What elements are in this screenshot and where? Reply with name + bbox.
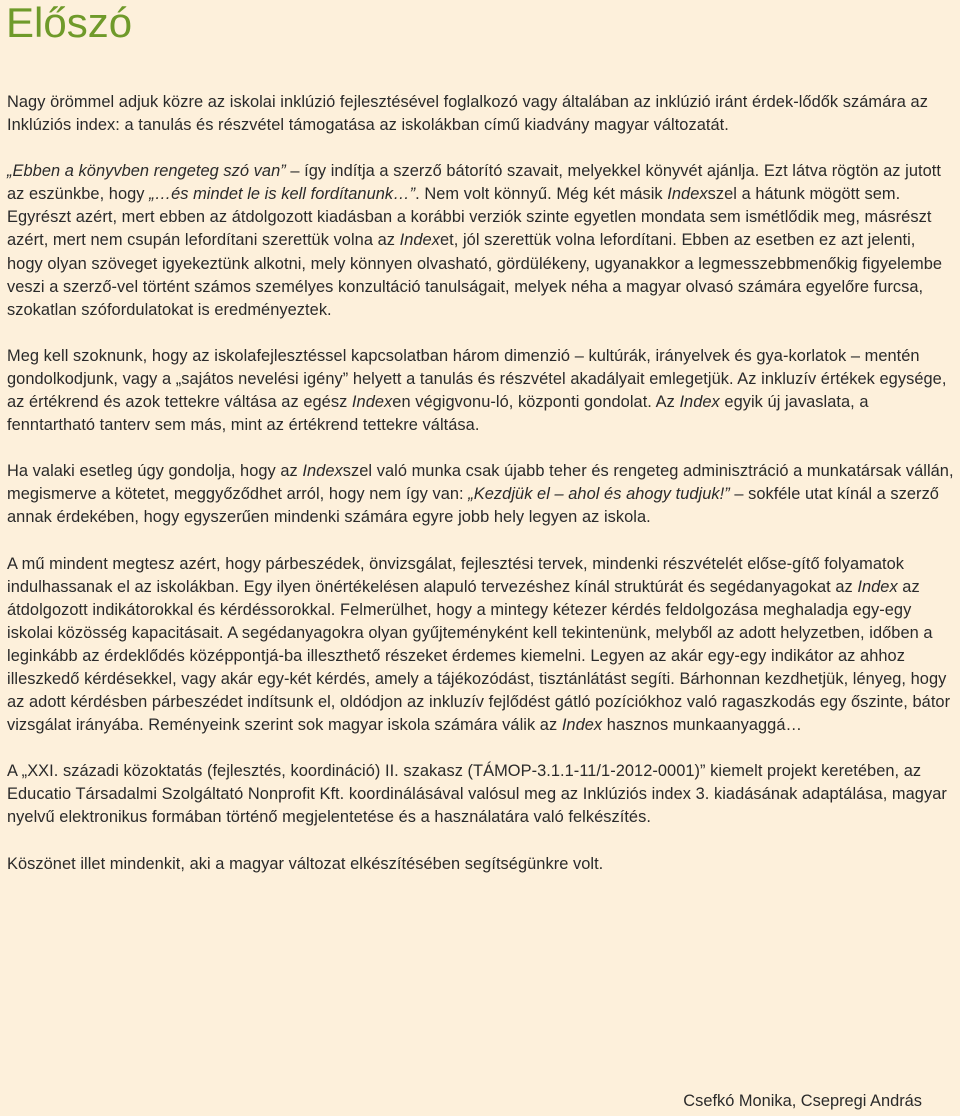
quote-lets-start: „Kezdjük el – ahol és ahogy tudjuk!” xyxy=(468,485,730,504)
paragraph-usage xyxy=(7,553,955,738)
text-span: A mű mindent megtesz azért, hogy párbeszédek, önvizsgálat, fejlesztési tervek, mindenki részvételét előse-gítő folyamatok indulhassanak el az iskolákban. Egy ilyen önértékelésen alapuló tervezéshez kínál struktúrát és segédanyagokat az xyxy=(7,554,905,596)
index-term: Index xyxy=(351,393,393,412)
index-term: Index xyxy=(679,393,720,412)
text-span: . Nem volt könnyű. Még két másik xyxy=(415,185,668,204)
text-span: – így indítja a szerző bátorító szavait, melyekkel könyvét ajánlja. Ezt látva rögtön az jutott az eszünkbe, hogy xyxy=(7,162,941,204)
paragraph-workload xyxy=(7,460,955,529)
paragraph-project: A „XXI. századi közoktatás (fejlesztés, koordináció) II. szakasz (TÁMOP-3.1.1-11/1-2012-0001)” kiemelt projekt keretében, az Educatio Társadalmi Szolgáltató Nonprofit Kft. koordinálásával valósul meg az Inklúziós index 3. kiadásának adaptálása, magyar nyelvű elektronikus formában történő megjelentetése és a használatára való felkészítés. xyxy=(7,762,947,827)
quote-many-words: „Ebben a könyvben rengeteg szó van” xyxy=(7,162,286,181)
text-span: Meg kell szoknunk, hogy az iskolafejlesztéssel kapcsolatban három dimenzió – kultúrák, irányelvek és gya-korlatok – mentén gondolkodjunk, vagy a „sajátos nevelési igény” helyett a tanulás és részvétel akadályait emlegetjük. Az inkluzív értékek egysége, az értékrend és azok tettekre váltása az egész xyxy=(7,346,947,412)
text-span: egyik új javaslata, a fenntartható tanterv sem más, mint az értékrend tettekre váltása. xyxy=(7,393,869,435)
index-term: Index xyxy=(399,231,440,250)
page-title: Előszó xyxy=(6,0,133,46)
text-span: hasznos munkaanyaggá… xyxy=(602,716,802,735)
quote-translate-all: „…és mindet le is kell fordítanunk…” xyxy=(149,185,416,204)
index-term: Index xyxy=(561,716,603,735)
signature: Csefkó Monika, Csepregi András xyxy=(683,1092,922,1110)
paragraph-intro: Nagy örömmel adjuk közre az iskolai inklúzió fejlesztésével foglalkozó vagy általában az inklúzió iránt érdek-lődők számára az Inklúziós index: a tanulás és részvétel támogatása az iskolákban című kiadvány magyar változatát. xyxy=(7,93,928,135)
text-span: szel a hátunk mögött sem. Egyrészt azért, mert ebben az átdolgozott kiadásban a korábbi verziók szinte egyetlen mondata sem ismétlődik meg, másrészt azért, mert nem csupán lefordítani szerettük volna az xyxy=(7,185,932,250)
index-term: Index xyxy=(857,577,898,596)
text-span: Ha valaki esetleg úgy gondolja, hogy az xyxy=(7,462,303,481)
index-term: Index xyxy=(667,185,708,204)
text-span: szel való munka csak újabb teher és rengeteg adminisztráció a munkatársak vállán, megismerve a kötetet, meggyőződhet arról, hogy nem így van: xyxy=(7,462,954,504)
paragraph-translation xyxy=(7,160,955,322)
text-span: en végigvonu-ló, központi gondolat. Az xyxy=(392,393,680,412)
index-term: Index xyxy=(302,462,343,481)
text-span: et, jól szerettük volna lefordítani. Ebben az esetben ez azt jelenti, hogy olyan szöveget igyekeztünk alkotni, mely könnyen olvasható, gördülékeny, ugyanakkor a legmesszebbmenőkig figyelembe veszi a szerző-vel történt számos személyes konzultáció tanulságait, melyek néha a magyar olvasó számára egyelőre furcsa, szokatlan szófordulatokat is eredményeztek. xyxy=(7,231,943,319)
text-span: az átdolgozott indikátorokkal és kérdéssorokkal. Felmerülhet, hogy a mintegy kétezer kérdés feldolgozása meghaladja egy-egy iskolai közösség kapacitásait. A segédanyagokra olyan gyűjteményként kell tekintenünk, melyből az adott helyzetben, időben a leginkább az érdeklődés középpontjá-ba illeszthető részeket érdemes kiemelni. Legyen az akár egy-egy indikátor az ahhoz illeszkedő kérdésekkel, vagy akár egy-két kérdés, amely a tájékozódást, tisztánlátást segíti. Bárhonnan kezdhetjük, lényeg, hogy az adott kérdésben párbeszédet indítsunk el, oldódjon az inkluzív fejlődést gátló pozíciókhoz való ragaszkodás egy őszinte, bátor vizsgálat irányába. Reményeink szerint sok magyar iskola számára válik az xyxy=(7,577,951,735)
text-span: – sokféle utat kínál a szerző annak érdekében, hogy egyszerűen mindenki számára egyre jobb hely legyen az iskola. xyxy=(7,485,939,527)
paragraph-dimensions xyxy=(7,345,955,437)
body-text xyxy=(7,91,955,899)
paragraph-thanks: Köszönet illet mindenkit, aki a magyar változat elkészítésében segítségünkre volt. xyxy=(7,854,604,873)
